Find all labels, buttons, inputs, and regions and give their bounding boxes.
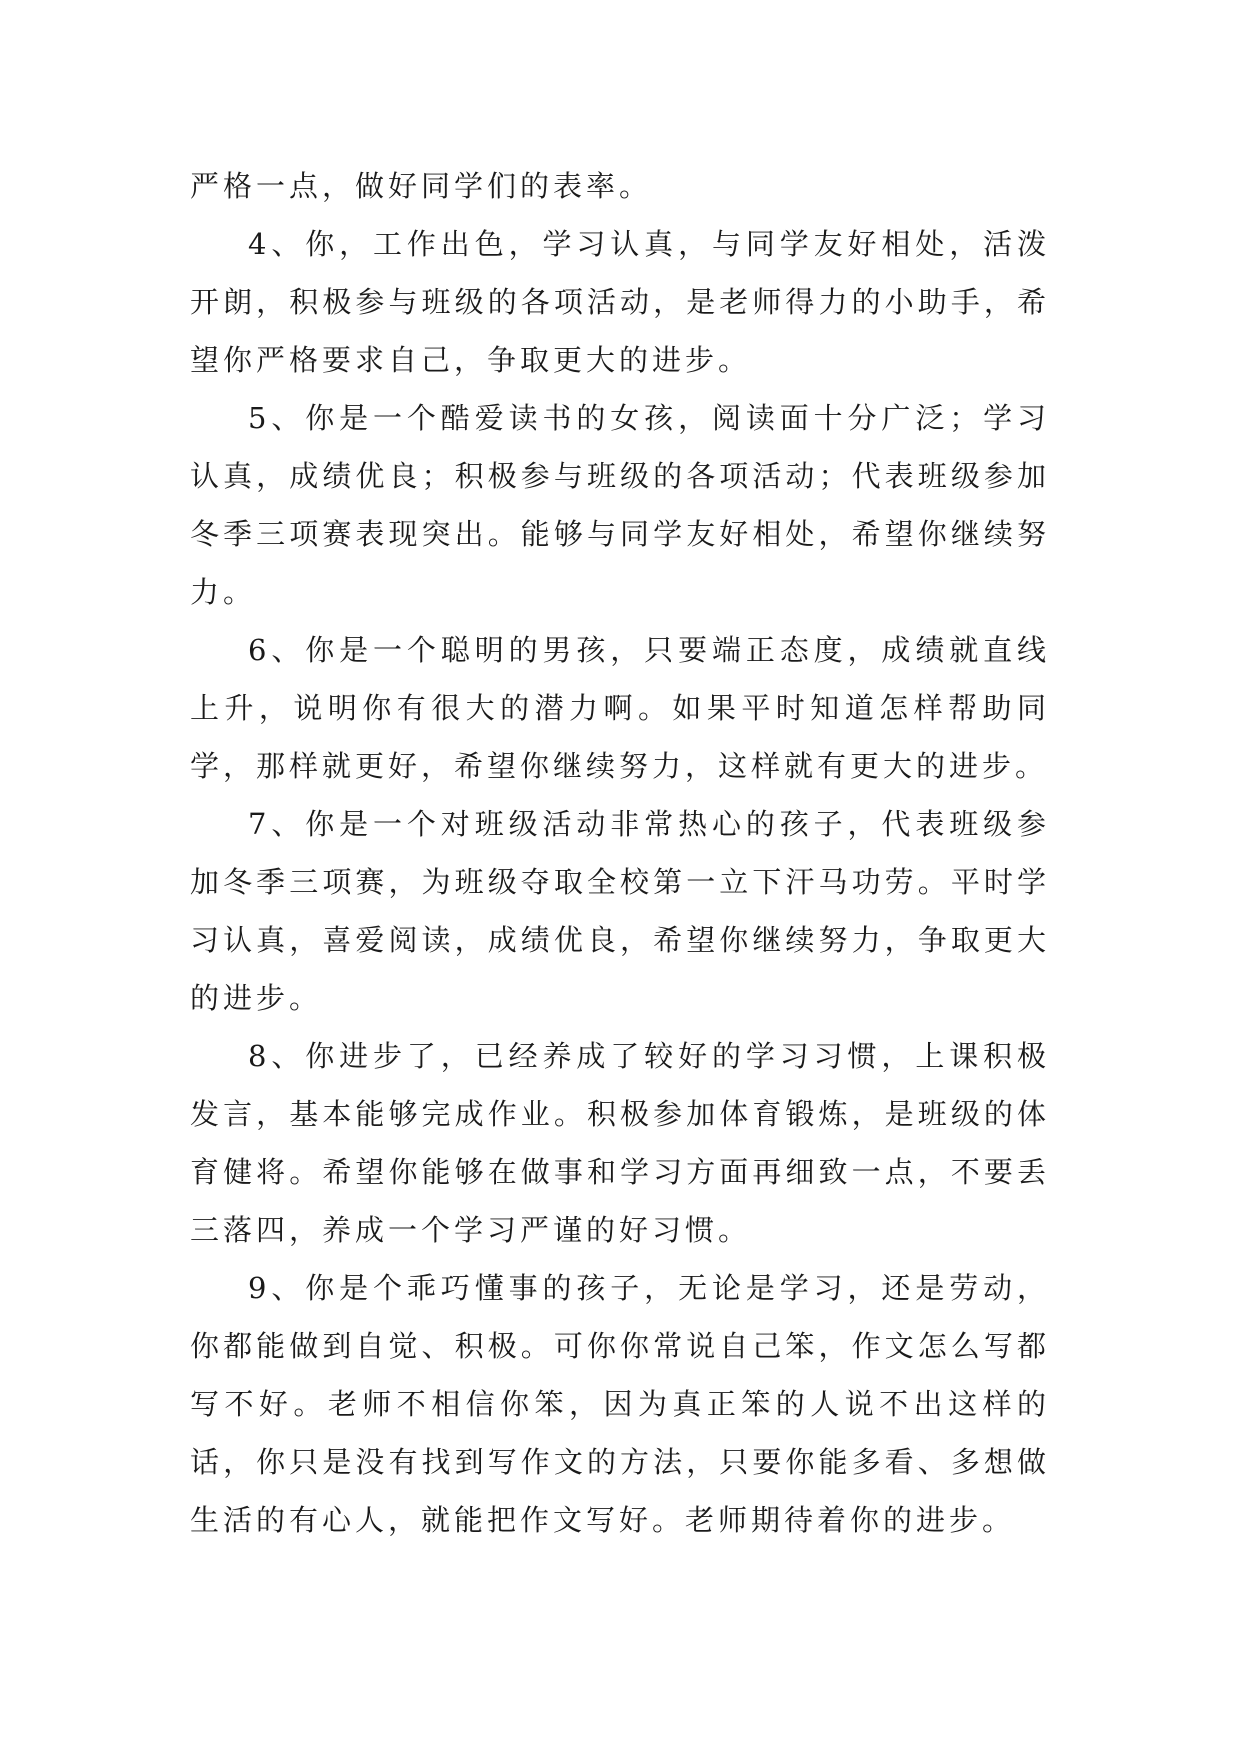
paragraph-comment-9: 9、你是个乖巧懂事的孩子，无论是学习，还是劳动，你都能做到自觉、积极。可你你常说自己笨，作文怎么写都写不好。老师不相信你笨，因为真正笨的人说不出这样的话，你只是没有找到写作文的方法，只要你能多看、多想做生活的有心人，就能把作文写好。老师期待着你的进步。	[190, 1271, 1050, 1537]
paragraph-comment-8: 8、你进步了，已经养成了较好的学习习惯，上课积极发言，基本能够完成作业。积极参加体育锻炼，是班级的体育健将。希望你能够在做事和学习方面再细致一点，不要丢三落四，养成一个学习严谨的好习惯。	[190, 1039, 1050, 1247]
paragraph-comment-4: 4、你，工作出色，学习认真，与同学友好相处，活泼开朗，积极参与班级的各项活动，是老师得力的小助手，希望你严格要求自己，争取更大的进步。	[190, 227, 1050, 377]
document-body	[190, 157, 1050, 1549]
paragraph-comment-5: 5、你是一个酷爱读书的女孩，阅读面十分广泛；学习认真，成绩优良；积极参与班级的各项活动；代表班级参加冬季三项赛表现突出。能够与同学友好相处，希望你继续努力。	[190, 401, 1050, 609]
paragraph-continuation: 严格一点，做好同学们的表率。	[190, 169, 653, 203]
paragraph-comment-7: 7、你是一个对班级活动非常热心的孩子，代表班级参加冬季三项赛，为班级夺取全校第一立下汗马功劳。平时学习认真，喜爱阅读，成绩优良，希望你继续努力，争取更大的进步。	[190, 807, 1050, 1015]
paragraph-comment-6: 6、你是一个聪明的男孩，只要端正态度，成绩就直线上升，说明你有很大的潜力啊。如果平时知道怎样帮助同学，那样就更好，希望你继续努力，这样就有更大的进步。	[190, 633, 1050, 783]
